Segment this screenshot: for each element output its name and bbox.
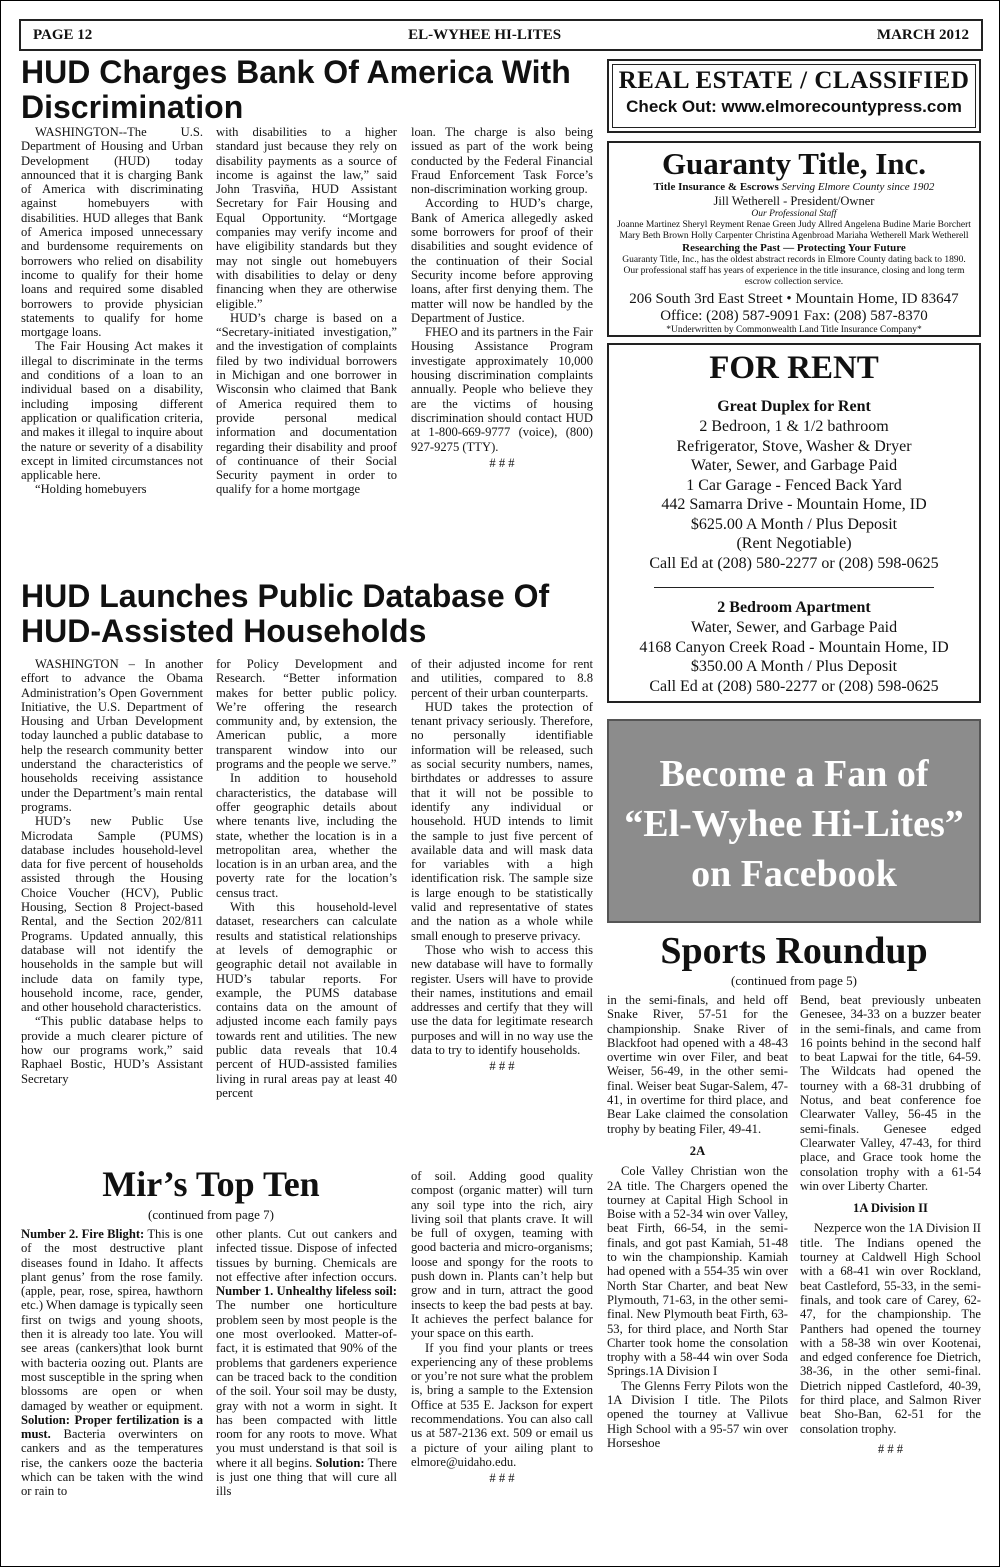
article1-para: WASHINGTON--The U.S. Department of Housing and Urban Development (HUD) today announced that it is charging Bank of America with discriminating against homebuyers with disabilities. HUD alleges that Bank of America imposed unnecessary and burdensome requirements on borrowers who relied on disability income to qualify for their home loans and required some disabled borrowers to provide physician statements to qualify for home mortgage loans. xyxy=(21,125,203,340)
article2-para: for Policy Development and Research. “Better information makes for better public policy. We’re offering the research community and, by extension, the American public, a more transparent window into our programs and the people we serve.” xyxy=(216,657,397,772)
sports-col2 xyxy=(800,993,981,1559)
guaranty-name: Guaranty Title, Inc. xyxy=(661,146,927,181)
sports-text: The Glenns Ferry Pilots won the 1A Division I title. The Pilots opened the tourney at Vallivue High School with a 95-57 win over Horseshoe xyxy=(607,1378,788,1450)
article2-para: With this household-level dataset, researchers can calculate results and statistical relationships at levels of demographic or geographic detail not available in HUD’s tabular reports. For example, the PUMS database contains data on the amount of adjusted income each family pays towards rent and utilities. The new public data reveals that 10.4 percent of HUD-assisted families living in rural areas pay at least 40 percent xyxy=(216,900,397,1100)
page-header xyxy=(19,19,983,51)
facebook-promo[interactable] xyxy=(607,719,981,923)
mir-text: Bacteria overwinters on cankers and as the temperatures rise, the cankers ooze the bacteria which can be taken with the wind or rain to xyxy=(21,1427,203,1499)
facebook-line2: “El-Wyhee Hi-Lites” xyxy=(624,803,964,845)
mir-subhead: Solution: Proper fertilization is a must. xyxy=(21,1412,203,1442)
article2-para: HUD takes the protection of tenant privacy seriously. Therefore, no personally identifiable information will be released, such as social security numbers, names, birthdates or addresses to assure that it will not be possible to identify any individual or household. HUD intends to limit the sample to just five percent of available data and will mask data for variables with a high identification risk. The sample size is large enough to be statistically valid and representative of states and the nation as a whole while small enough to preserve privacy. xyxy=(411,699,593,943)
guaranty-staff: Mary Beth Brown Holly Carpenter Christina Agenbroad Mariaha Wetherell Mark Wetherell xyxy=(619,231,969,241)
mir-subhead: Number 1. Unhealthy lifeless soil: xyxy=(216,1284,397,1299)
page-number: PAGE 12 xyxy=(33,26,93,43)
facebook-line1: Become a Fan of xyxy=(659,753,929,795)
article1-para: “Holding homebuyers xyxy=(35,482,147,497)
article2-para: Those who wish to access this new database will have to formally register. Users will have to provide their names, institutions and email addresses and certify that they will use the data for legitimate research purposes and will in no way use the data to try to identify households. xyxy=(411,942,593,1058)
guaranty-since: Serving Elmore County since 1902 xyxy=(781,181,935,193)
mir-text: There is just one thing that will cure all ills xyxy=(216,1455,397,1499)
rent-detail-line: 1 Car Garage - Fenced Back Yard xyxy=(686,476,902,494)
sports-headline: Sports Roundup xyxy=(660,930,928,972)
guaranty-tagline: Title Insurance & Escrows xyxy=(653,181,779,193)
rent-detail-line: Water, Sewer, and Garbage Paid xyxy=(690,457,898,474)
for-rent-ad xyxy=(607,343,981,703)
article1-para: According to HUD’s charge, Bank of America allegedly asked some borrowers for proof of their disabilities and sought evidence of the continuation of their Social Security income before approving loans, after first denying them. The matter will now be handled by the Department of Justice. xyxy=(411,196,593,325)
article-end-mark: # # # xyxy=(877,1441,904,1456)
mir-subhead: Number 2. Fire Blight: xyxy=(21,1227,145,1241)
article2-para: HUD’s new Public Use Microdata Sample (PUMS) database includes household-level data for five percent of households assisted through the Housing Choice Voucher (HCV), Public Housing, Section 8 Project-based Rental, and the Section 202/811 Programs. Updated annually, this database will not identify the households in the sample but will include data on family type, household income, race, gender, and other household characteristics. xyxy=(21,814,203,1015)
divider xyxy=(654,587,934,588)
guaranty-motto: Researching the Past — Protecting Your Future xyxy=(682,242,906,254)
mir-text: of soil. Adding good quality compost (organic matter) will turn any soil type into the rich, airy living soil that plants crave. It will be full of oxygen, teaming with good bacteria and micro-organisms; loose and spongy for the roots to push down in. Plants can’t help but grow and in turn, attract the good insects to keep the bad pests at bay. It achieves the perfect balance for your space on this earth. xyxy=(411,1169,593,1341)
guaranty-phone: Office: (208) 587-9091 Fax: (208) 587-8370 xyxy=(660,308,928,324)
guaranty-staff-label: Our Professional Staff xyxy=(751,209,837,219)
article2-para: “This public database helps to provide a much clearer picture of how our programs work,” said Raphael Bostic, HUD’s Assistant Secretary xyxy=(21,1014,203,1086)
mir-headline: Mir’s Top Ten xyxy=(102,1164,320,1204)
mir-col3 xyxy=(411,1169,593,1557)
sports-col1 xyxy=(607,993,788,1559)
apartment-details xyxy=(609,618,979,696)
apartment-heading: 2 Bedroom Apartment xyxy=(717,599,871,616)
sports-continued: (continued from page 5) xyxy=(731,973,857,988)
article2-para: In addition to household characteristics, the database will offer geographic details about where tenants live, including the state, whether the location is in a metropolitan area, whether the location is in an urban area, and the poverty rate for the location’s census tract. xyxy=(216,771,397,900)
rent-detail-line: (Rent Negotiable) xyxy=(736,535,852,552)
sports-text: Bend, beat previously unbeaten Genesee, 34-33 on a buzzer beater in the semi-finals, and came from 16 points behind in the second half to beat Lapwai for the title, 64-59. The Wildcats had opened the tourney with a 68-31 drubbing of Notus, and beat conference foe Clearwater Valley, 56-45 in the semi-finals. Genesee edged Clearwater Valley, 47-43, for third place, and Grace took home the consolation trophy with a 61-54 win over Liberty Charter. xyxy=(800,993,981,1193)
mir-col1 xyxy=(21,1227,203,1557)
sports-subhead: 2A xyxy=(689,1143,706,1158)
rent-detail-line: Refrigerator, Stove, Washer & Dryer xyxy=(676,437,912,455)
guaranty-address: 206 South 3rd East Street • Mountain Home, ID 83647 xyxy=(629,291,959,307)
rent-detail-line: $625.00 A Month / Plus Deposit xyxy=(690,515,898,533)
article1-col2 xyxy=(216,125,397,571)
rent-detail-line: 442 Samarra Drive - Mountain Home, ID xyxy=(661,496,927,513)
realestate-banner xyxy=(607,59,981,133)
article2-col3 xyxy=(411,657,593,1157)
publication-name: EL-WYHEE HI-LITES xyxy=(408,26,562,43)
duplex-details xyxy=(609,417,979,573)
issue-date: MARCH 2012 xyxy=(876,26,969,43)
guaranty-title-ad xyxy=(607,141,981,337)
article1-para: The Fair Housing Act makes it illegal to discriminate in the terms and conditions of a loan to an individual based on a disability, including imposing different application or qualification criteria, and makes it illegal to inquire about the nature or severity of a disability except in limited circumstances not applicable here. xyxy=(21,339,203,483)
mir-text: other plants. Cut out cankers and infected tissue. Dispose of infected tissues by burning. Chemicals are not effective after infection occurs. xyxy=(216,1227,397,1284)
article1-col1 xyxy=(21,125,203,571)
realestate-title: REAL ESTATE / CLASSIFIED xyxy=(618,67,970,94)
article-end-mark: # # # xyxy=(489,1059,515,1074)
mir-continued: (continued from page 7) xyxy=(148,1207,274,1222)
article2-headline: HUD Launches Public Database Of HUD-Assisted Households xyxy=(21,578,550,649)
for-rent-title: FOR RENT xyxy=(709,350,879,386)
article-end-mark: # # # xyxy=(489,455,515,470)
sports-text: Nezperce won the 1A Division II title. The Indians opened the tourney at Caldwell High School with a 68-41 win over Rockland, beat Castleford, 55-33, in the semi-finals, and took care of Carey, 62-47, for the championship. The Panthers had opened the tourney with a 58-38 win over Kootenai, and edged conference foe Dietrich, 38-36, in the other semi-final. Dietrich nipped Castleford, 40-39, for third place, and Salmon River beat Sho-Ban, 62-51 for the consolation trophy. xyxy=(800,1221,981,1436)
article1-para: loan. The charge is also being issued as part of the work being conducted by the Federal Financial Fraud Enforcement Task Force’s non-discrimination working group. xyxy=(411,125,593,197)
article2-para: of their adjusted income for rent and utilities, compared to 8.8 percent of their urban counterparts. xyxy=(411,657,593,700)
rent-detail-line: Call Ed at (208) 580-2277 or (208) 598-0625 xyxy=(649,554,939,572)
rent-detail-line: 2 Bedroon, 1 & 1/2 bathroom xyxy=(699,418,889,435)
sports-text: Cole Valley Christian won the 2A title. The Chargers opened the tourney at Capital High School in Boise with a 52-34 win over Valley, beat Firth, 66-54, in the semi-finals, and got past Kamiah, 51-48 to win the championship. Kamiah had opened with a 554-35 win over North Star Charter, and beat New Plymouth, 71-63, in the other semi-final. New Plymouth beat Firth, 63-53, for third place, and North Star Charter took home the consolation trophy with a 58-44 win over Soda Springs.1A Division I xyxy=(607,1164,788,1379)
rent-detail-line: $350.00 A Month / Plus Deposit xyxy=(690,658,898,675)
mir-subhead: Solution: xyxy=(315,1455,365,1470)
article2-para: WASHINGTON – In another effort to advance the Obama Administration’s Open Government Initiative, the U.S. Department of Housing and Urban Development today launched a public database to help the research community better understand the characteristics of households receiving assistance under the Department’s main rental programs. xyxy=(21,657,203,814)
mir-col2 xyxy=(216,1227,397,1557)
realestate-link[interactable]: Check Out: www.elmorecountypress.com xyxy=(626,97,962,116)
guaranty-owner: Jill Wetherell - President/Owner xyxy=(713,194,875,208)
article1-para: with disabilities to a higher standard just because they rely on disability payments as a source of income is against the law,” said John Trasviña, HUD Assistant Secretary for Fair Housing and Equal Opportunity. “Mortgage companies may verify income and have eligibility standards but they may not single out homebuyers with disabilities to delay or deny financing when they are otherwise eligible.” xyxy=(216,125,397,311)
article2-col1 xyxy=(21,657,203,1157)
article1-headline: HUD Charges Bank Of America With Discrimination xyxy=(21,54,571,125)
duplex-heading: Great Duplex for Rent xyxy=(717,398,871,415)
guaranty-staff: Joanne Martinez Sheryl Reyment Renae Green Judy Allred Angelena Budine Marie Borchert xyxy=(617,220,971,230)
article1-para: FHEO and its partners in the Fair Housing Assistance Program investigate approximately 10,000 housing discrimination complaints annually. People who believe they are the victims of housing discrimination should contact HUD at 1-800-669-9777 (voice), (800) 927-9275 (TTY). xyxy=(411,325,593,454)
mir-text: If you find your plants or trees experiencing any of these problems or you’re not sure what the problem is, bring a sample to the Extension Office at 535 E. Jackson for expert recommendations. You can also call us at 587-2136 ext. 509 or email us a picture of your ailing plant to elmore@uidaho.edu. xyxy=(411,1340,593,1469)
article2-col2 xyxy=(216,657,397,1157)
facebook-line3: on Facebook xyxy=(691,853,897,895)
mir-text: This is one of the most destructive plant diseases found in Idaho. It affects plant genus’ from the rose family. (apple, pear, rose, spirea, hawthorn etc.) When damage is typically seen first on twigs and young shoots, then it is already too late. You will see areas (cankers)that look burnt with bacteria oozing out. Plants are most susceptible in the spring when blossoms are open or when damaged by weather or equipment. xyxy=(21,1227,203,1413)
sports-subhead: 1A Division II xyxy=(853,1201,928,1216)
guaranty-description: Guaranty Title, Inc., has the oldest abstract records in Elmore County dating back to 1890. Our professional staff has years of experience in the title insurance, closing and long term escrow collection service. xyxy=(622,255,966,287)
rent-detail-line: Water, Sewer, and Garbage Paid xyxy=(690,619,898,636)
mir-text: The number one horticulture problem seen by most people is the one most overlooked. Matter-of- fact, it is estimated that 90% of the problems that gardeners experience can be traced back to the condition of the soil. Your soil may be dusty, gray with not a worm in sight. It has been compacted with little room for any roots to move. What you must understand is that soil is where it all begins. xyxy=(216,1298,397,1470)
rent-detail-line: Call Ed at (208) 580-2277 or (208) 598-0625 xyxy=(649,677,939,695)
rent-detail-line: 4168 Canyon Creek Road - Mountain Home, ID xyxy=(639,638,949,656)
article-end-mark: # # # xyxy=(489,1471,515,1486)
sports-text: in the semi-finals, and held off Snake River, 57-51 for the championship. Snake River of Blackfoot had opened with a 48-43 overtime win over Filer, and beat Weiser, 56-49, in the other semi-final. Weiser beat Sugar-Salem, 47-41, in overtime for third place, and Bear Lake claimed the consolation trophy by beating Filer, 49-41. xyxy=(607,993,788,1136)
article1-para: HUD’s charge is based on a “Secretary-initiated investigation,” and the investigation of complaints filed by two individual borrowers in Michigan and one borrower in Wisconsin who claimed that Bank of America required them to provide personal medical information and documentation regarding their disability and proof of continuance of their Social Security payment in order to qualify for a home mortgage xyxy=(216,310,397,497)
article1-col3 xyxy=(411,125,593,571)
guaranty-underwriter: *Underwritten by Commonwealth Land Title Insurance Company* xyxy=(666,325,922,335)
